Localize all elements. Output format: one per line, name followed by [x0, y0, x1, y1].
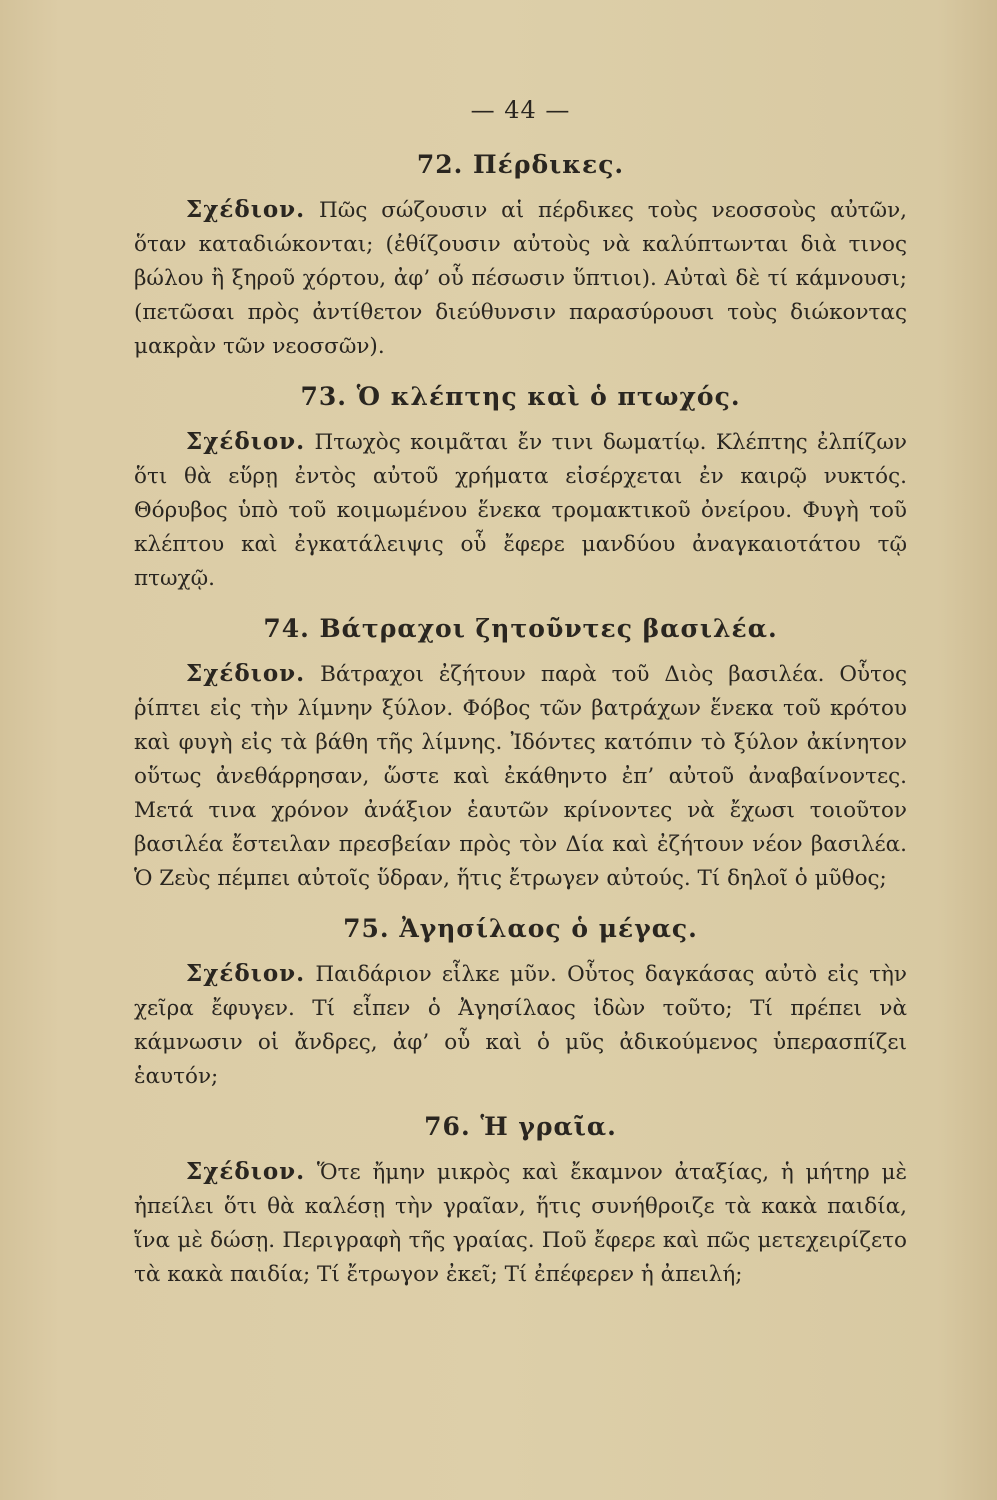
- section-label: Σχέδιον.: [186, 660, 306, 687]
- section-title: 76. Ἡ γραῖα.: [424, 1112, 617, 1141]
- section-label: Σχέδιον.: [186, 1158, 306, 1185]
- section-title: 74. Βάτραχοι ζητοῦντες βασιλέα.: [263, 614, 778, 643]
- section-body: [134, 957, 907, 1094]
- section-text: Παιδάριον εἷλκε μῦν. Οὗτος δαγκάσας αὐτὸ εἰς τὴν χεῖρα ἔφυγεν. Τί εἶπεν ὁ Ἀγησίλαος ἰδὼν τοῦτο; Τί πρέπει νὰ κάμνωσιν οἱ ἄνδρες, ἀφ’ οὗ καὶ ὁ μῦς ἀδικούμενος ὑπερασπίζει ἑαυτόν;: [134, 962, 907, 1089]
- section-label: Σχέδιον.: [186, 960, 306, 987]
- section-72: [134, 150, 907, 364]
- section-label: Σχέδιον.: [186, 428, 306, 455]
- section-text: Ὅτε ἤμην μικρὸς καὶ ἔκαμνον ἀταξίας, ἡ μήτηρ μὲ ἠπείλει ὅτι θὰ καλέσῃ τὴν γραῖαν, ἥτις συνήθροιζε τὰ κακὰ παιδία, ἵνα μὲ δώσῃ. Περιγραφὴ τῆς γραίας. Ποῦ ἔφερε καὶ πῶς μετεχειρίζετο τὰ κακὰ παιδία; Τί ἔτρωγον ἐκεῖ; Τί ἐπέφερεν ἡ ἀπειλή;: [134, 1160, 907, 1287]
- section-title: 72. Πέρδικες.: [416, 150, 625, 179]
- section-body: [134, 193, 907, 364]
- section-73: [134, 382, 907, 596]
- page-number: — 44 —: [470, 96, 571, 124]
- section-label: Σχέδιον.: [186, 196, 306, 223]
- section-title: 73. Ὁ κλέπτης καὶ ὁ πτωχός.: [300, 382, 741, 411]
- section-body: [134, 657, 907, 896]
- section-text: Πτωχὸς κοιμᾶται ἔν τινι δωματίῳ. Κλέπτης ἐλπίζων ὅτι θὰ εὕρῃ ἐντὸς αὐτοῦ χρήματα εἰσέρχεται ἐν καιρῷ νυκτός. Θόρυβος ὑπὸ τοῦ κοιμωμένου ἕνεκα τρομακτικοῦ ὀνείρου. Φυγὴ τοῦ κλέπτου καὶ ἐγκατάλειψις οὗ ἔφερε μανδύου ἀναγκαιοτάτου τῷ πτωχῷ.: [134, 430, 907, 591]
- section-75: [134, 914, 907, 1094]
- section-76: [134, 1112, 907, 1292]
- section-text: Πῶς σώζουσιν αἱ πέρδικες τοὺς νεοσσοὺς αὐτῶν, ὅταν καταδιώκονται; (ἐθίζουσιν αὐτοὺς νὰ καλύπτωνται διὰ τινος βώλου ἢ ξηροῦ χόρτου, ἀφ’ οὗ πέσωσιν ὕπτιοι). Αὐταὶ δὲ τί κάμνουσι; (πετῶσαι πρὸς ἀντίθετον διεύθυνσιν παρασύρουσι τοὺς διώκοντας μακρὰν τῶν νεοσσῶν).: [134, 198, 907, 359]
- section-74: [134, 614, 907, 896]
- section-body: [134, 1155, 907, 1292]
- section-body: [134, 425, 907, 596]
- section-title: 75. Ἀγησίλαος ὁ μέγας.: [343, 914, 698, 943]
- section-text: Βάτραχοι ἐζήτουν παρὰ τοῦ Διὸς βασιλέα. Οὗτος ῥίπτει εἰς τὴν λίμνην ξύλον. Φόβος τῶν βατράχων ἕνεκα τοῦ κρότου καὶ φυγὴ εἰς τὰ βάθη τῆς λίμνης. Ἰδόντες κατόπιν τὸ ξύλον ἀκίνητον οὕτως ἀνεθάρρησαν, ὥστε καὶ ἐκάθηντο ἐπ’ αὐτοῦ ἀναβαίνοντες. Μετά τινα χρόνον ἀνάξιον ἑαυτῶν κρίνοντες νὰ ἔχωσι τοιοῦτον βασιλέα ἔστειλαν πρεσβείαν πρὸς τὸν Δία καὶ ἐζήτουν νέον βασιλέα. Ὁ Ζεὺς πέμπει αὐτοῖς ὕδραν, ἥτις ἔτρωγεν αὐτούς. Τί δηλοῖ ὁ μῦθος;: [134, 662, 907, 891]
